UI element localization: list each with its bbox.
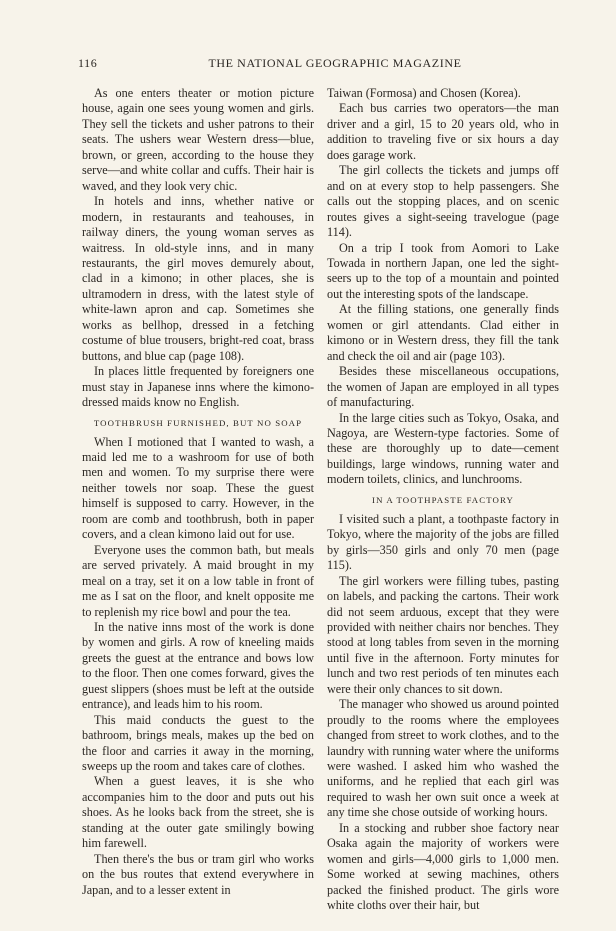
paragraph: In places little frequented by foreigners one must stay in Japanese inns where the kimono-dressed maids know no English.	[82, 364, 314, 410]
paragraph: Then there's the bus or tram girl who works on the bus routes that extend everywhere in Japan, and to a lesser extent in	[82, 851, 314, 897]
paragraph: The girl collects the tickets and jumps off and on at every stop to help passengers. She calls out the stopping places, and on scenic routes gives a sight-seeing travelogue (page 114).	[327, 163, 559, 240]
left-column	[82, 86, 314, 898]
right-column	[327, 86, 559, 914]
paragraph: The girl workers were filling tubes, pasting on labels, and packing the cartons. Their work did not seem arduous, except that they were provided with neither chairs nor benches. They stood at long tables from seven in the morning until five in the afternoon. Forty minutes for lunch and two rest periods of ten minutes each were their only chances to sit down.	[327, 573, 559, 696]
paragraph-continued: Taiwan (Formosa) and Chosen (Korea).	[327, 86, 521, 100]
paragraph: In a stocking and rubber shoe factory near Osaka again the majority of workers were women and girls—4,000 girls to 1,000 men. Some worked at sewing machines, others packed the finished product. The girls wore white cloths over their hair, but	[327, 820, 559, 913]
paragraph: This maid conducts the guest to the bathroom, brings meals, makes up the bed on the floor and carries it away in the morning, sweeps up the room and takes care of clothes.	[82, 712, 314, 774]
paragraph: When a guest leaves, it is she who accompanies him to the door and puts out his shoes. As he looks back from the street, she is standing at the outer gate smilingly bowing him farewell.	[82, 774, 314, 851]
paragraph: In the native inns most of the work is done by women and girls. A row of kneeling maids greets the guest at the entrance and bows low to the floor. Then one comes forward, gives the guest slippers (shoes must be left at the outside entrance), and leads him to his room.	[82, 619, 314, 712]
paragraph: As one enters theater or motion picture house, again one sees young women and girls. They sell the tickets and usher patrons to their seats. The ushers wear Western dress—blue, brown, or green, according to the house they serve—and white collar and cuffs. Their hair is waved, and they look very chic.	[82, 86, 314, 193]
section-heading: TOOTHBRUSH FURNISHED, BUT NO SOAP	[93, 417, 303, 428]
paragraph: Besides these miscellaneous occupations, the women of Japan are employed in all types of manufacturing.	[327, 364, 559, 410]
paragraph: Everyone uses the common bath, but meals are served privately. A maid brought in my meal on a tray, set it on a low table in front of me as I sat on the floor, and knelt opposite me to replenish my rice bowl and pour the tea.	[82, 542, 314, 619]
running-title: THE NATIONAL GEOGRAPHIC MAGAZINE	[208, 56, 462, 70]
paragraph: At the filling stations, one generally finds women or girl attendants. Clad either in kimono or in Western dress, they fill the tank and check the oil and air (page 103).	[327, 302, 559, 363]
paragraph: On a trip I took from Aomori to Lake Towada in northern Japan, one led the sight-seers up to the top of a mountain and pointed out the interesting spots of the landscape.	[327, 240, 559, 301]
paragraph: When I motioned that I wanted to wash, a maid led me to a washroom for use of both men and women. To my surprise there were neither towels nor soap. These the guest himself is supposed to carry. However, in the room are comb and toothbrush, both in paper covers, and a clean kimono laid out for use.	[82, 434, 314, 542]
paragraph: In hotels and inns, whether native or modern, in restaurants and teahouses, in railway diners, the young woman serves as waitress. In old-style inns, and in many restaurants, the girl moves demurely about, clad in a kimono; in other places, she is ultramodern in dress, with the latest style of white-lawn apron and cap. Sometimes she works as bellhop, dressed in a fetching costume of blue trousers, bright-red coat, brass buttons, and blue cap (page 108).	[82, 194, 314, 363]
paragraph: In the large cities such as Tokyo, Osaka, and Nagoya, are Western-type factories. Some of these are thoroughly up to date—cement buildings, large windows, running water and modern toilets, clinics, and lunchrooms.	[327, 410, 559, 487]
paragraph: Each bus carries two operators—the man driver and a girl, 15 to 20 years old, who in addition to traveling five or six hours a day does garage work.	[327, 101, 559, 162]
page-header	[78, 56, 562, 72]
page-number: 116	[78, 56, 98, 70]
section-heading: IN A TOOTHPASTE FACTORY	[372, 494, 514, 505]
paragraph: I visited such a plant, a toothpaste factory in Tokyo, where the majority of the jobs are filled by girls—350 girls and only 70 men (page 115).	[327, 511, 559, 573]
paragraph: The manager who showed us around pointed proudly to the rooms where the employees changed from street to work clothes, and to the laundry with running water where the uniforms were washed. I asked him who washed the uniforms, and he replied that each girl was required to wash her own suit once a week at any time she chose outside of working hours.	[327, 697, 559, 820]
